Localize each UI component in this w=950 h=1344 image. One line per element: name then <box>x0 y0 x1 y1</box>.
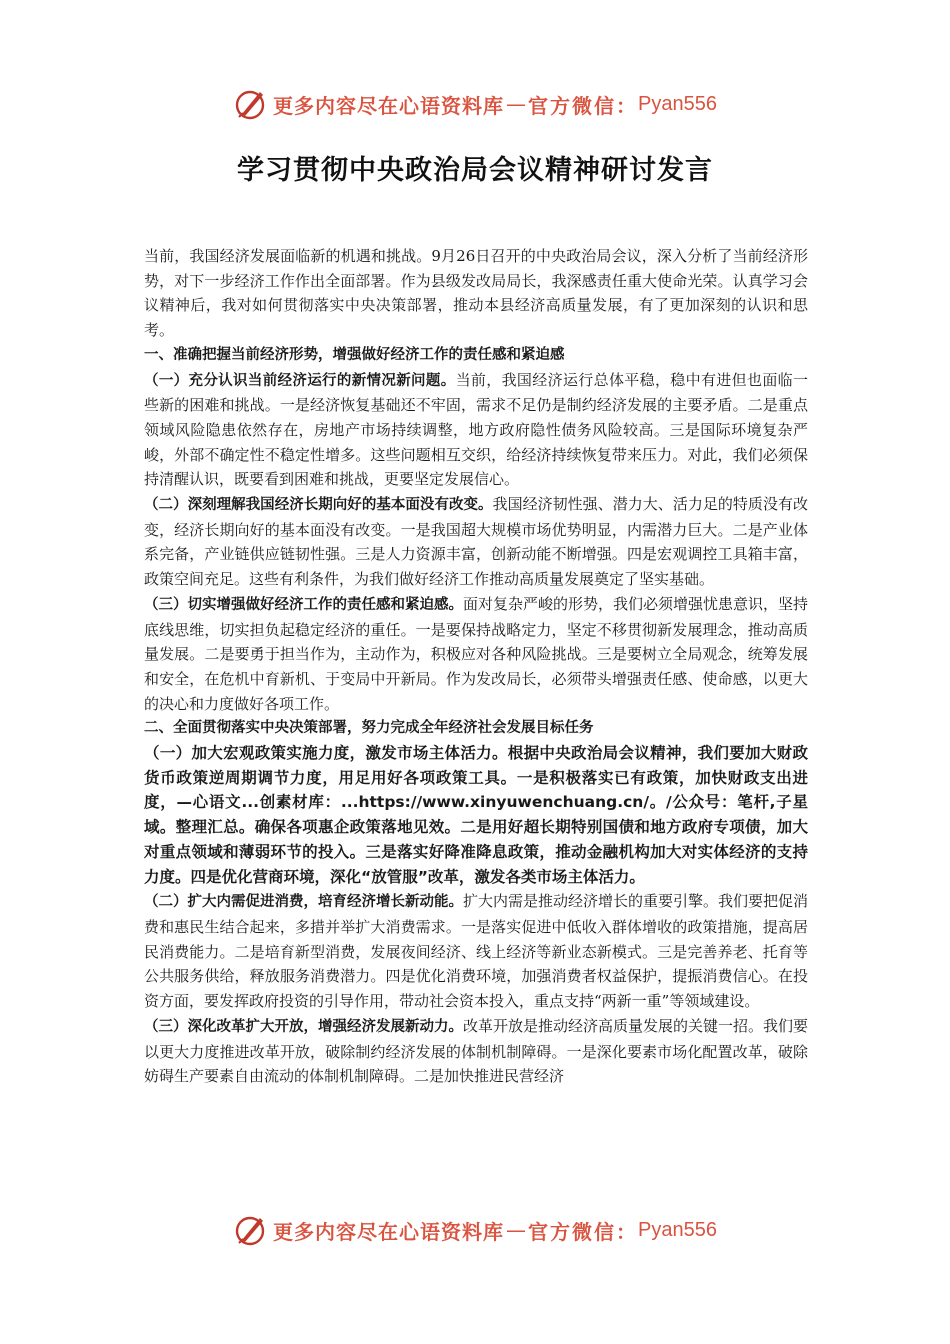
document-title: 学习贯彻中央政治局会议精神研讨发言 <box>237 155 713 186</box>
intro-paragraph: 当前，我国经济发展面临新的机遇和挑战。9月26日召开的中央政治局会议，深入分析了当前经济形势，对下一步经济工作作出全面部署。作为县级发改局局长，我深感责任重大使命光荣。认真学习会议精神后，我对如何贯彻落实中央决策部署，推动本县经济高质量发展，有了更加深刻的认识和思考。 <box>144 247 808 340</box>
watermark-dash: — <box>506 92 527 116</box>
paragraph-body: 面对复杂严峻的形势，我们必须增强忧患意识，坚持底线思维，切实担负起稳定经济的重任。一是要保持战略定力，坚定不移贯彻新发展理念，推动高质量发展。二是要勇于担当作为，主动作为，积极应对各种风险挑战。三是要树立全局观念，统筹发展和安全，在危机中育新机、于变局中开新局。作为发改局长，必须带头增强责任感、使命感，以更大的决心和力度做好各项工作。 <box>144 594 809 713</box>
paragraph-1-2 <box>144 492 808 592</box>
paragraph-body: 我国经济韧性强、潜力大、活力足的特质没有改变，经济长期向好的基本面没有改变。一是我国超大规模市场优势明显，内需潜力巨大。二是产业体系完备，产业链供应链韧性强。三是人力资源丰富，创新动能不断增强。四是宏观调控工具箱丰富，政策空间充足。这些有利条件，为我们做好经济工作推动高质量发展奠定了坚实基础。 <box>144 495 808 589</box>
paragraph-lead: （三）切实增强做好经济工作的责任感和紧迫感。 <box>144 596 463 613</box>
watermark-wechat-id: Pyan556 <box>638 92 717 115</box>
paragraph-body: 当前，我国经济运行总体平稳，稳中有进但也面临一些新的困难和挑战。一是经济恢复基础还不牢固，需求不足仍是制约经济发展的主要矛盾。二是重点领域风险隐患依然存在，房地产市场持续调整，地方政府隐性债务风险较高。三是国际环境复杂严峻，外部不确定性不稳定性增多。这些问题相互交织，给经济持续恢复带来压力。对此，我们必须保持清醒认识，既要看到困难和挑战，更要坚定发展信心。 <box>144 370 808 489</box>
watermark-wechat-id: Pyan556 <box>638 1218 717 1241</box>
document-body <box>144 244 808 1089</box>
watermark-wechat-label: 官方微信： <box>528 1219 639 1244</box>
paragraph-lead: （二）扩大内需促进消费，培育经济增长新动能。 <box>144 894 463 911</box>
quill-pen-logo-icon <box>233 1212 269 1248</box>
paragraph-body: 扩大内需是推动经济增长的重要引擎。我们要把促消费和惠民生结合起来，多措并举扩大消费需求。一是落实促进中低收入群体增收的政策措施，提高居民消费能力。二是培育新型消费，发展夜间经济、线上经济等新业态新模式。三是完善养老、托育等公共服务供给，释放服务消费潜力。四是优化消费环境，加强消费者权益保护，提振消费信心。在投资方面，要发挥政府投资的引导作用，带动社会资本投入，重点支持“两新一重”等领域建设。 <box>144 892 809 1011</box>
paragraph-lead: （三）深化改革扩大开放，增强经济发展新动力。 <box>144 1018 463 1035</box>
section-heading-1: 一、准确把握当前经济形势，增强做好经济工作的责任感和紧迫感 <box>144 346 565 363</box>
watermark-banner-bottom <box>0 1210 950 1250</box>
quill-pen-logo-icon <box>233 86 269 122</box>
watermark-dash: — <box>506 1218 527 1242</box>
section-heading-2: 二、全面贯彻落实中央决策部署，努力完成全年经济社会发展目标任务 <box>144 720 594 737</box>
paragraph-2-1: （一）加大宏观政策实施力度，激发市场主体活力。根据中央政治局会议精神，我们要加大财政货币政策逆周期调节力度，用足用好各项政策工具。一是积极落实已有政策，加快财政支出进度，—心语文...创素材库：...https://www.xinyuwenchuang.cn/。/公众号：笔杆,子星域。整理汇总。确保各项惠企政策落地见效。二是用好超长期特别国债和地方政府专项债，加大对重点领域和薄弱环节的投入。三是落实好降准降息政策，推动金融机构加大对实体经济的支持力度。四是优化营商环境，深化“放管服”改革，激发各类市场主体活力。 <box>144 744 808 886</box>
paragraph-body: 改革开放是推动经济高质量发展的关键一招。我们要以更大力度推进改革开放，破除制约经济发展的体制机制障碍。一是深化要素市场化配置改革，破除妨碍生产要素自由流动的体制机制障碍。二是加快推进民营经济 <box>144 1016 809 1086</box>
paragraph-lead: （一）充分认识当前经济运行的新情况新问题。 <box>144 372 456 389</box>
paragraph-1-3 <box>144 592 808 717</box>
paragraph-2-2 <box>144 889 808 1014</box>
paragraph-1-1 <box>144 368 808 493</box>
paragraph-lead: （二）深刻理解我国经济长期向好的基本面没有改变。 <box>144 497 493 514</box>
watermark-site-text: 更多内容尽在心语资料库 <box>273 93 505 118</box>
watermark-site-text: 更多内容尽在心语资料库 <box>273 1219 505 1244</box>
watermark-wechat-label: 官方微信： <box>528 93 639 118</box>
paragraph-2-3 <box>144 1014 808 1089</box>
watermark-banner-top <box>0 84 950 124</box>
